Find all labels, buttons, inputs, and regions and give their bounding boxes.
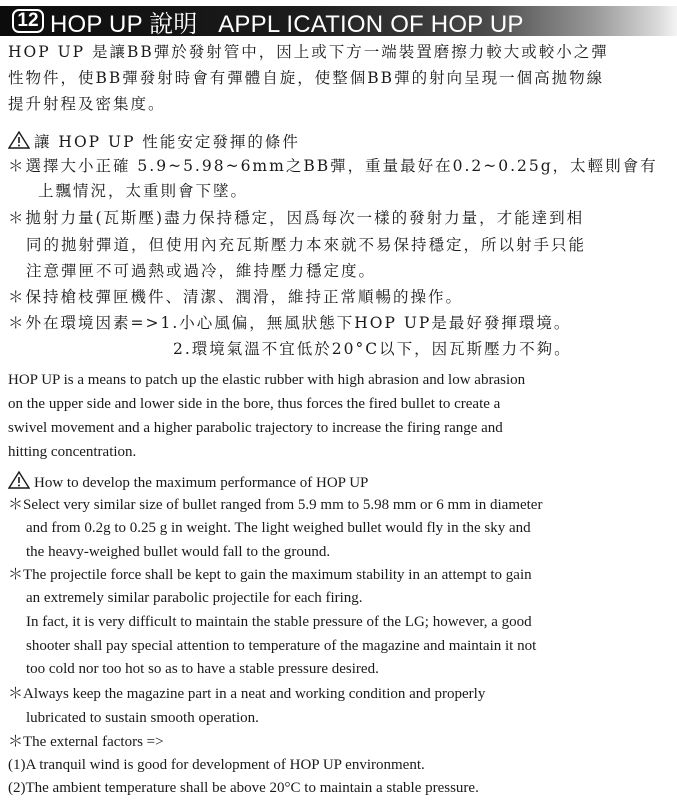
en-bullet-line: ＊Always keep the magazine part in a neat and working condition and properly — [8, 686, 486, 702]
en-bullet-line: In fact, it is very difficult to maintain the stable pressure of the LG; however, a good — [26, 614, 532, 630]
cn-bullet-line: ＊拋射力量(瓦斯壓)盡力保持穩定，因爲每次一樣的發射力量，才能達到相 — [8, 209, 585, 227]
en-intro-line: HOP UP is a means to patch up the elastic rubber with high abrasion and low abrasion — [8, 372, 526, 388]
en-intro-line: swivel movement and a higher parabolic trajectory to increase the firing range and — [8, 420, 503, 436]
cn-bullet-line: ＊外在環境因素=>1.小心風偏，無風狀態下HOP UP是最好發揮環境。 — [8, 314, 572, 332]
en-bullet-line: the heavy-weighed bullet would fall to the ground. — [26, 544, 331, 560]
en-bullet-line: lubricated to sustain smooth operation. — [26, 710, 259, 726]
en-bullet-line: (2)The ambient temperature shall be above 20°C to maintain a stable pressure. — [8, 780, 479, 796]
en-heading-text: How to develop the maximum performance of HOP UP — [34, 475, 369, 491]
en-bullet-line: (1)A tranquil wind is good for development of HOP UP environment. — [8, 757, 425, 773]
en-bullet-line: ＊The external factors => — [8, 734, 164, 750]
cn-bullet-line: 同的拋射彈道，但使用內充瓦斯壓力本來就不易保持穩定，所以射手只能 — [26, 236, 587, 254]
cn-heading — [8, 131, 300, 152]
section-header — [0, 6, 677, 36]
en-bullet-line: ＊Select very similar size of bullet ranged from 5.9 mm to 5.98 mm or 6 mm in diameter — [8, 497, 543, 513]
en-bullet-line: and from 0.2g to 0.25 g in weight. The light weighed bullet would fly in the sky and — [26, 520, 531, 536]
en-bullet-line: too cold nor too hot so as to have a stable pressure desired. — [26, 661, 379, 677]
warning-triangle-icon — [8, 131, 30, 149]
en-bullet-line: an extremely similar parabolic projectile for each firing. — [26, 590, 363, 606]
en-intro-line: on the upper side and lower side in the bore, thus forces the fired bullet to create a — [8, 396, 501, 412]
cn-bullet-line: ＊選擇大小正確 5.9~5.98~6mm之BB彈，重量最好在0.2~0.25g，太輕則會有 — [8, 157, 658, 175]
cn-bullet-line: 注意彈匣不可過熱或過冷，維持壓力穩定度。 — [26, 262, 377, 280]
section-number-badge: 12 — [12, 9, 44, 33]
warning-triangle-icon — [8, 471, 30, 489]
section-title: HOP UP 說明 APPL ICATION OF HOP UP — [50, 10, 524, 38]
en-intro-line: hitting concentration. — [8, 444, 137, 460]
cn-intro-line: 性物件，使BB彈發射時會有彈體自旋，使整個BB彈的射向呈現一個高拋物線 — [8, 69, 605, 87]
cn-bullet-line: ＊保持槍枝彈匣機件、清潔、潤滑，維持正常順暢的操作。 — [8, 288, 464, 306]
en-heading — [8, 471, 368, 493]
cn-heading-text: 讓 HOP UP 性能安定發揮的條件 — [34, 133, 300, 151]
cn-intro-line: 提升射程及密集度。 — [8, 95, 166, 113]
cn-bullet-line: 上飄情況，太重則會下墜。 — [38, 182, 249, 200]
cn-intro-line: HOP UP 是讓BB彈於發射管中，因上或下方一端裝置磨擦力較大或較小之彈 — [8, 43, 609, 61]
cn-bullet-line: 2.環境氣溫不宜低於20°C以下，因瓦斯壓力不夠。 — [173, 340, 572, 358]
en-bullet-line: shooter shall pay special attention to temperature of the magazine and maintain it not — [26, 638, 537, 654]
en-bullet-line: ＊The projectile force shall be kept to gain the maximum stability in an attempt to gain — [8, 567, 532, 583]
